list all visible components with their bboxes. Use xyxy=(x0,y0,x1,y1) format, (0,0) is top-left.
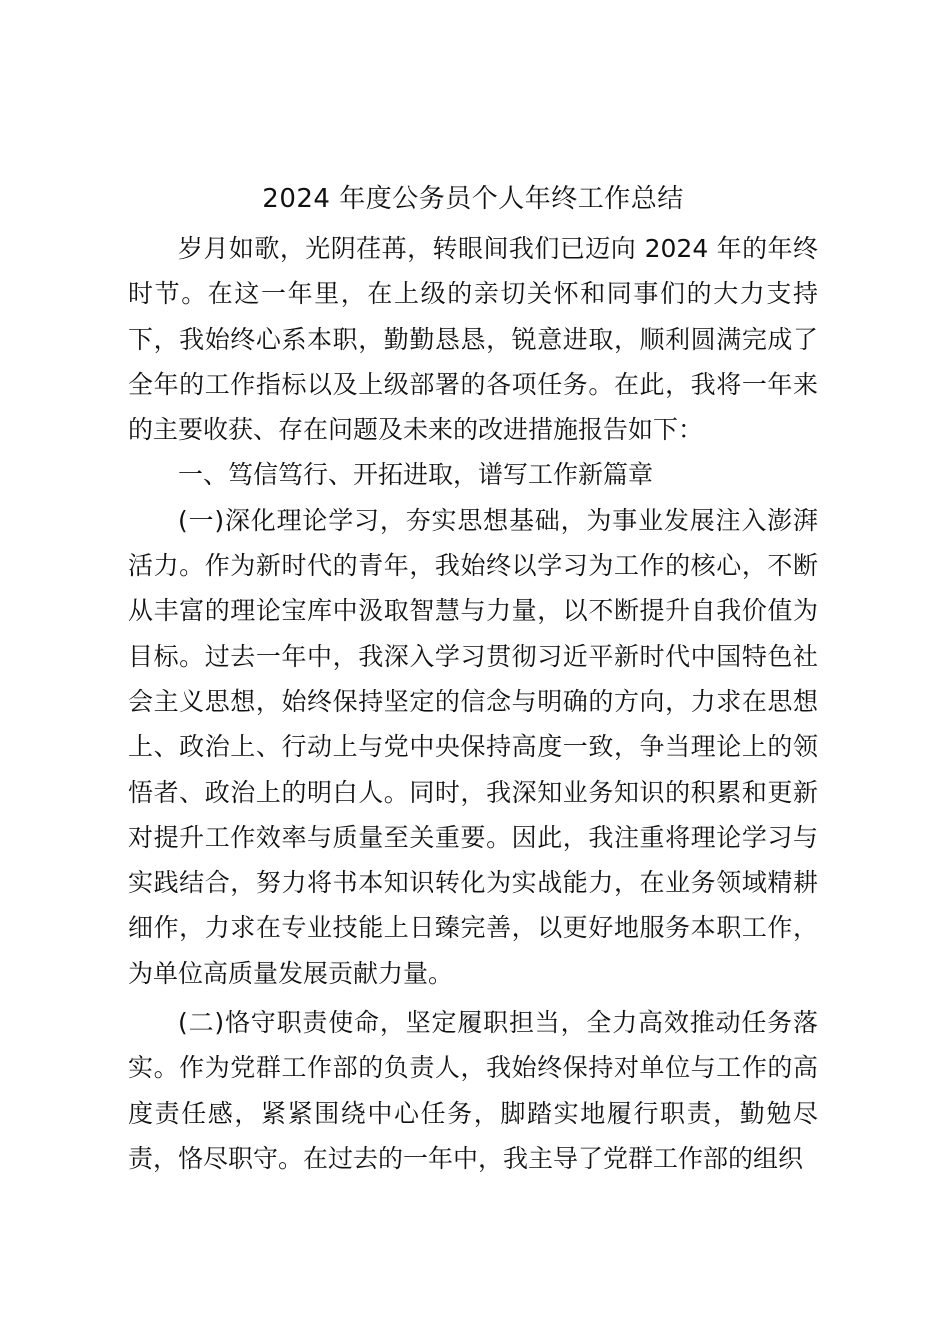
subsection-1-paragraph: (一)深化理论学习，夯实思想基础，为事业发展注入澎湃活力。作为新时代的青年，我始终以学习为工作的核心，不断从丰富的理论宝库中汲取智慧与力量，以不断提升自我价值为目标。过去一年中，我深入学习贯彻习近平新时代中国特色社会主义思想，始终保持坚定的信念与明确的方向，力求在思想上、政治上、行动上与党中央保持高度一致，争当理论上的领悟者、政治上的明白人。同时，我深知业务知识的积累和更新对提升工作效率与质量至关重要。因此，我注重将理论学习与实践结合，努力将书本知识转化为实战能力，在业务领域精耕细作，力求在专业技能上日臻完善，以更好地服务本职工作，为单位高质量发展贡献力量。 xyxy=(128,505,818,988)
section-heading: 一、笃信笃行、开拓进取，谱写工作新篇章 xyxy=(178,460,654,490)
subsection-2-paragraph: (二)恪守职责使命，坚定履职担当，全力高效推动任务落实。作为党群工作部的负责人，我始终保持对单位与工作的高度责任感，紧紧围绕中心任务，脚踏实地履行职责，勤勉尽责，恪尽职守。在过去的一年中，我主导了党群工作部的组织 xyxy=(128,1008,818,1173)
document-title: 2024 年度公务员个人年终工作总结 xyxy=(262,184,684,214)
intro-paragraph: 岁月如歌，光阴荏苒，转眼间我们已迈向 2024 年的年终时节。在这一年里，在上级的亲切关怀和同事们的大力支持下，我始终心系本职，勤勤恳恳，锐意进取，顺利圆满完成了全年的工作指标以及上级部署的各项任务。在此，我将一年来的主要收获、存在问题及未来的改进措施报告如下： xyxy=(128,234,818,445)
document-body xyxy=(128,172,818,1181)
